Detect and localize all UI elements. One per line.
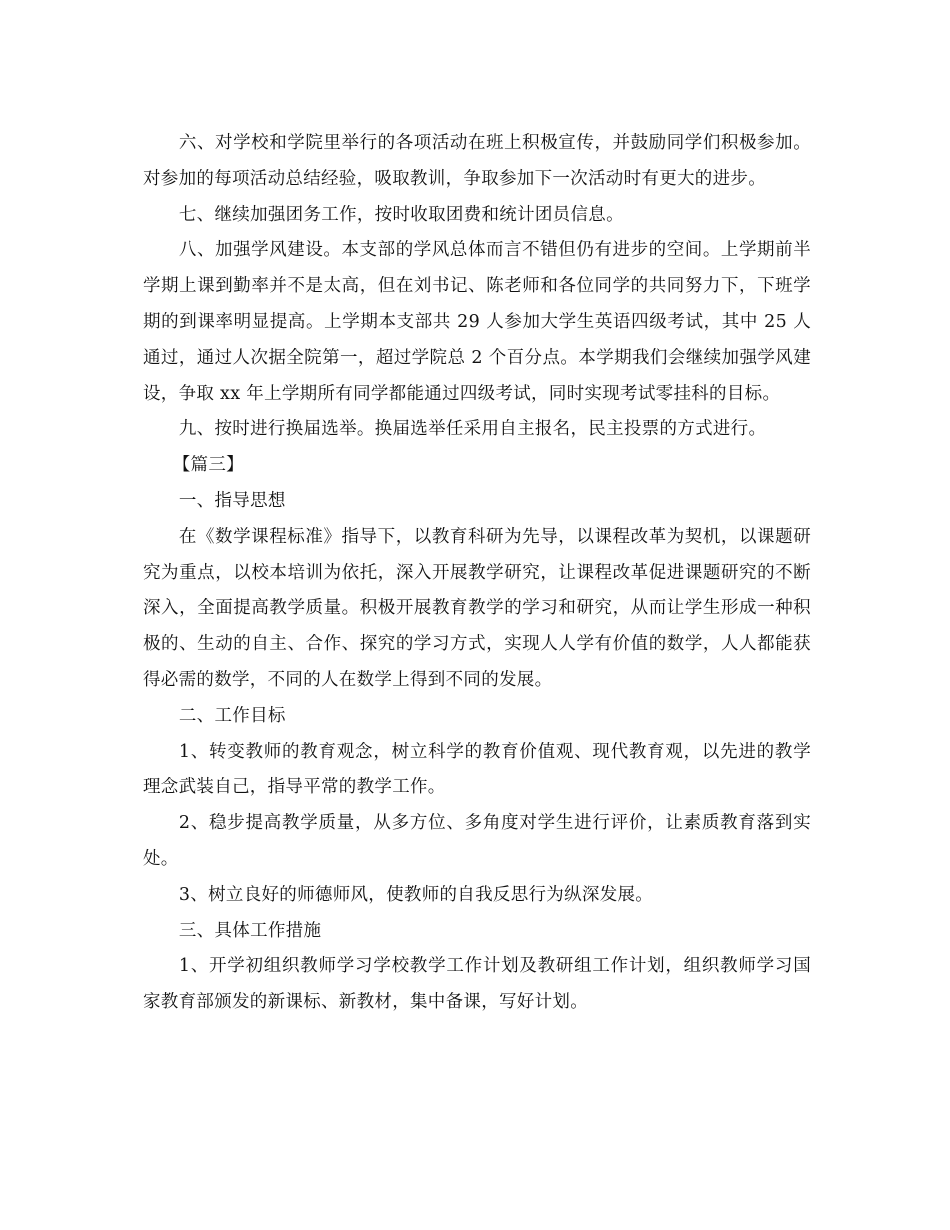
section-heading-part-three: 【篇三】 <box>172 455 244 476</box>
paragraph-item-6: 六、对学校和学院里举行的各项活动在班上积极宣传，并鼓励同学们积极参加。对参加的每项活动总结经验，吸取教训，争取参加下一次活动时有更大的进步。 <box>143 133 811 189</box>
paragraph-item-7: 七、继续加强团务工作，按时收取团费和统计团员信息。 <box>178 204 624 225</box>
paragraph-goal-3: 3、树立良好的师德师风，使教师的自我反思行为纵深发展。 <box>178 884 654 905</box>
document-body <box>143 126 811 1021</box>
paragraph-guiding-ideology: 在《数学课程标准》指导下，以教育科研为先导，以课程改革为契机，以课题研究为重点，以校本培训为依托，深入开展教学研究，让课程改革促进课题研究的不断深入，全面提高教学质量。积极开展教育教学的学习和研究，从而让学生形成一种积极的、生动的自主、合作、探究的学习方式，实现人人学有价值的数学，人人都能获得必需的数学，不同的人在数学上得到不同的发展。 <box>143 526 811 690</box>
section-heading-measures: 三、具体工作措施 <box>178 920 322 941</box>
paragraph-item-9: 九、按时进行换届选举。换届选举任采用自主报名，民主投票的方式进行。 <box>178 419 767 440</box>
section-heading-work-goals: 二、工作目标 <box>178 705 286 726</box>
paragraph-goal-1: 1、转变教师的教育观念，树立科学的教育价值观、现代教育观，以先进的教学理念武装自己，指导平常的教学工作。 <box>143 741 811 798</box>
paragraph-measure-1: 1、开学初组织教师学习学校教学工作计划及教研组工作计划，组织教师学习国家教育部颁发的新课标、新教材，集中备课，写好计划。 <box>143 956 811 1013</box>
section-heading-guiding-ideology: 一、指导思想 <box>178 490 286 511</box>
paragraph-goal-2: 2、稳步提高教学质量，从多方位、多角度对学生进行评价，让素质教育落到实处。 <box>143 813 811 869</box>
paragraph-item-8: 八、加强学风建设。本支部的学风总体而言不错但仍有进步的空间。上学期前半学期上课到勤率并不是太高，但在刘书记、陈老师和各位同学的共同努力下，下班学期的到课率明显提高。上学期本支部共 29 人参加大学生英语四级考试，其中 25 人通过，通过人次据全院第一，超过学院总 2 个百分点。本学期我们会继续加强学风建设，争取 xx 年上学期所有同学都能通过四级考试，同时实现考试零挂科的目标。 <box>143 240 811 404</box>
